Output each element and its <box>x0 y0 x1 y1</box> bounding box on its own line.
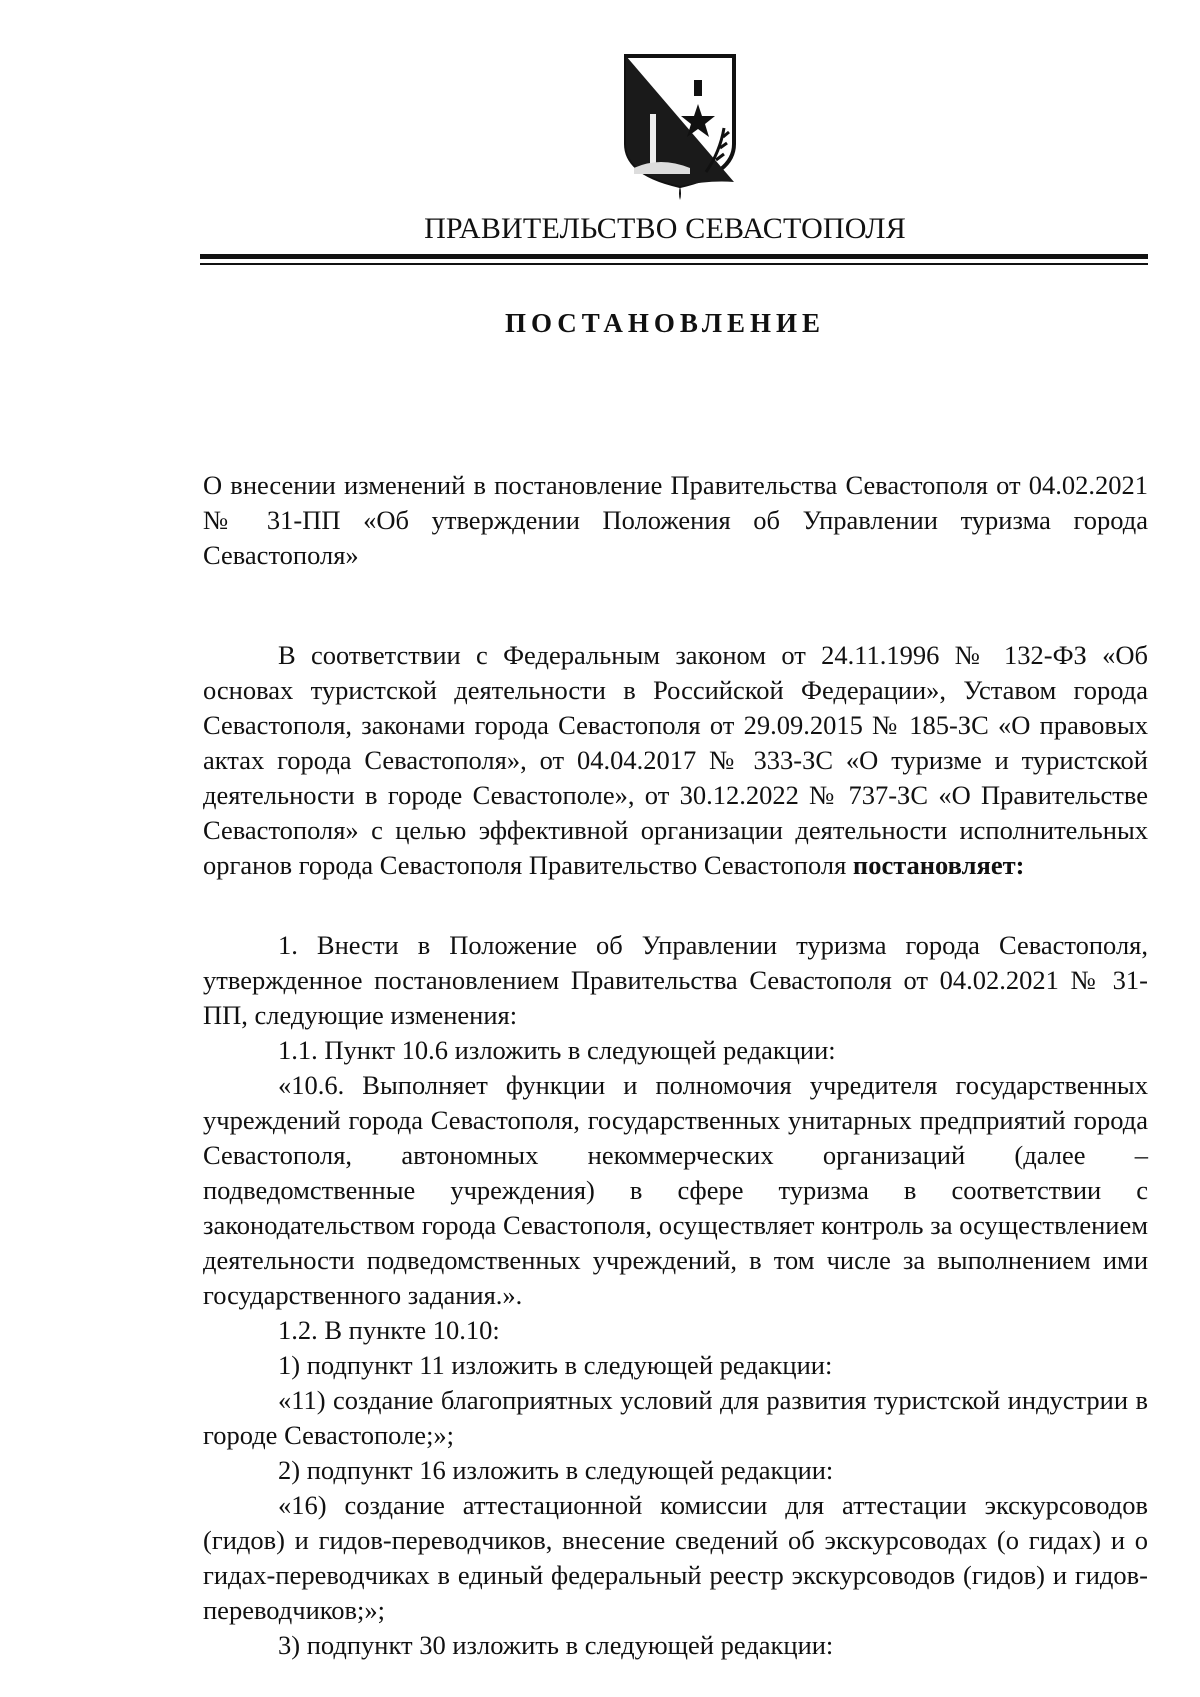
decree-word: постановляет: <box>852 850 1025 880</box>
subclause-3: 3) подпункт 30 изложить в следующей редакции: <box>278 1630 834 1660</box>
clause-1-2: 1.2. В пункте 10.10: <box>278 1315 500 1345</box>
document-subject <box>203 468 1148 573</box>
sevastopol-coat-of-arms-icon <box>620 52 740 202</box>
subclause-1: 1) подпункт 11 изложить в следующей редакции: <box>278 1350 833 1380</box>
legal-basis <box>203 638 1148 883</box>
subclause-11-text: «11) создание благоприятных условий для развития туристской индустрии в городе Севастополе;»; <box>203 1385 1148 1450</box>
clause-1-1: 1.1. Пункт 10.6 изложить в следующей редакции: <box>278 1035 836 1065</box>
legal-basis-paragraph <box>203 638 1148 883</box>
subclause-16-text: «16) создание аттестационной комиссии для аттестации экскурсоводов (гидов) и гидов-переводчиков, внесение сведений об экскурсоводах (о гидах) и о гидах-переводчиках в единый федеральный реестр экскурсоводов (гидов) и гидов-переводчиков;»; <box>203 1490 1148 1625</box>
subject-text: О внесении изменений в постановление Правительства Севастополя от 04.02.2021 № 31-ПП «Об утверждении Положения об Управлении туризма города Севастополя» <box>203 470 1148 570</box>
header-rule-thin <box>200 263 1148 265</box>
document-type-title: ПОСТАНОВЛЕНИЕ <box>504 308 826 338</box>
clause-1: 1. Внести в Положение об Управлении туризма города Севастополя, утвержденное постановлением Правительства Севастополя от 04.02.2021 № 31-ПП, следующие изменения: <box>203 930 1148 1030</box>
legal-basis-text: В соответствии с Федеральным законом от 24.11.1996 № 132-ФЗ «Об основах туристской деятельности в Российской Федерации», Уставом города Севастополя, законами города Севастополя от 29.09.2015 № 185-ЗС «О правовых актах города Севастополя», от 04.04.2017 № 333-ЗС «О туризме и туристской деятельности в городе Севастополе», от 30.12.2022 № 737-ЗС «О Правительстве Севастополя» с целью эффективной организации деятельности исполнительных органов города Севастополя Правительство Севастополя <box>203 640 1148 880</box>
document-body <box>203 928 1148 1663</box>
subclause-2: 2) подпункт 16 изложить в следующей редакции: <box>278 1455 834 1485</box>
header-rule-thick <box>200 254 1148 259</box>
clause-10-6-text: «10.6. Выполняет функции и полномочия учредителя государственных учреждений города Севастополя, государственных унитарных предприятий города Севастополя, автономных некоммерческих организаций (далее – подведомственные учреждения) в сфере туризма в соответствии с законодательством города Севастополя, осуществляет контроль за осуществлением деятельности подведомственных учреждений, в том числе за выполнением ими государственного задания.». <box>203 1070 1148 1310</box>
organization-name: ПРАВИТЕЛЬСТВО СЕВАСТОПОЛЯ <box>424 212 906 245</box>
